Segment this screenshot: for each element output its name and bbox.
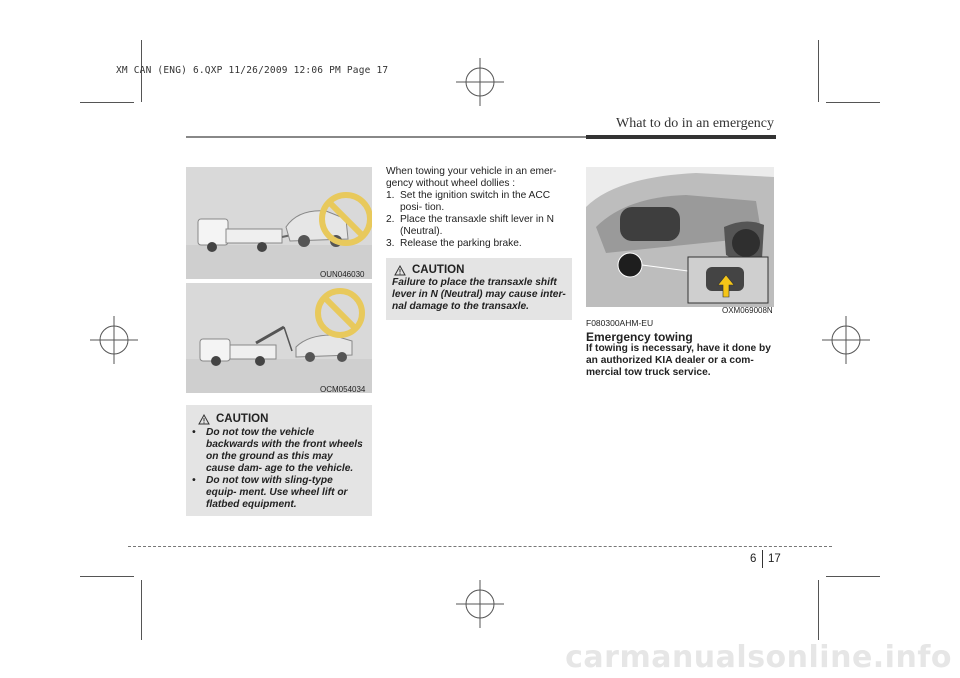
- sling-tow-illustration: [186, 283, 372, 393]
- list-item: 2. Place the transaxle shift lever in N (Neutral).: [386, 214, 555, 237]
- figure-code-3: OXM069008N: [722, 306, 773, 315]
- figure-flatbed-tow: [186, 167, 372, 279]
- list-item: 3. Release the parking brake.: [386, 238, 522, 249]
- page-number-divider: [762, 550, 763, 568]
- caution-box-left: [186, 405, 372, 516]
- section-code: F080300AHM-EU: [586, 318, 654, 328]
- caution-box-middle: [386, 258, 572, 320]
- header-rule-accent: [586, 135, 776, 139]
- caution-list: [192, 427, 364, 511]
- figure-code-2: OCM054034: [320, 385, 366, 394]
- towing-instructions: [386, 166, 572, 250]
- registration-mark-top: [456, 58, 504, 106]
- towing-intro: When towing your vehicle in an emer- gency without wheel dollies :: [386, 166, 557, 189]
- warning-triangle-icon: [198, 414, 210, 425]
- towing-steps: [386, 190, 572, 250]
- caution-title: CAUTION: [412, 264, 465, 276]
- warning-triangle-icon: [394, 265, 406, 276]
- caution-title: CAUTION: [216, 413, 269, 425]
- watermark: carmanualsonline.info: [565, 640, 952, 675]
- list-item: 1. Set the ignition switch in the ACC posi- tion.: [386, 190, 551, 213]
- caution-text: Failure to place the transaxle shift lever in N (Neutral) may cause inter- nal damage to the transaxle.: [392, 277, 566, 312]
- list-item: • Do not tow with sling-type equip- ment. Use wheel lift or flatbed equipment.: [192, 475, 348, 510]
- list-item: • Do not tow the vehicle backwards with the front wheels on the ground as this may cause dam- age to the vehicle.: [192, 427, 363, 474]
- chapter-number: 6: [750, 553, 757, 565]
- figure-tow-hook: [586, 167, 774, 307]
- flatbed-tow-illustration: [186, 167, 372, 279]
- caution-heading: [198, 413, 372, 425]
- front-tow-hook-illustration: [586, 167, 774, 307]
- registration-mark-left: [90, 316, 138, 364]
- footer-rule: [128, 546, 832, 547]
- caution-heading: [394, 264, 572, 276]
- registration-mark-right: [822, 316, 870, 364]
- figure-code-1: OUN046030: [320, 270, 365, 279]
- registration-mark-bottom: [456, 580, 504, 628]
- section-text: If towing is necessary, have it done by an authorized KIA dealer or a com- mercial tow truck service.: [586, 343, 771, 378]
- page-header-title: What to do in an emergency: [616, 116, 774, 131]
- figure-sling-tow: [186, 283, 372, 393]
- page-number: 17: [768, 553, 781, 565]
- section-title: Emergency towing: [586, 330, 693, 344]
- print-slug: XM CAN (ENG) 6.QXP 11/26/2009 12:06 PM Page 17: [116, 65, 389, 76]
